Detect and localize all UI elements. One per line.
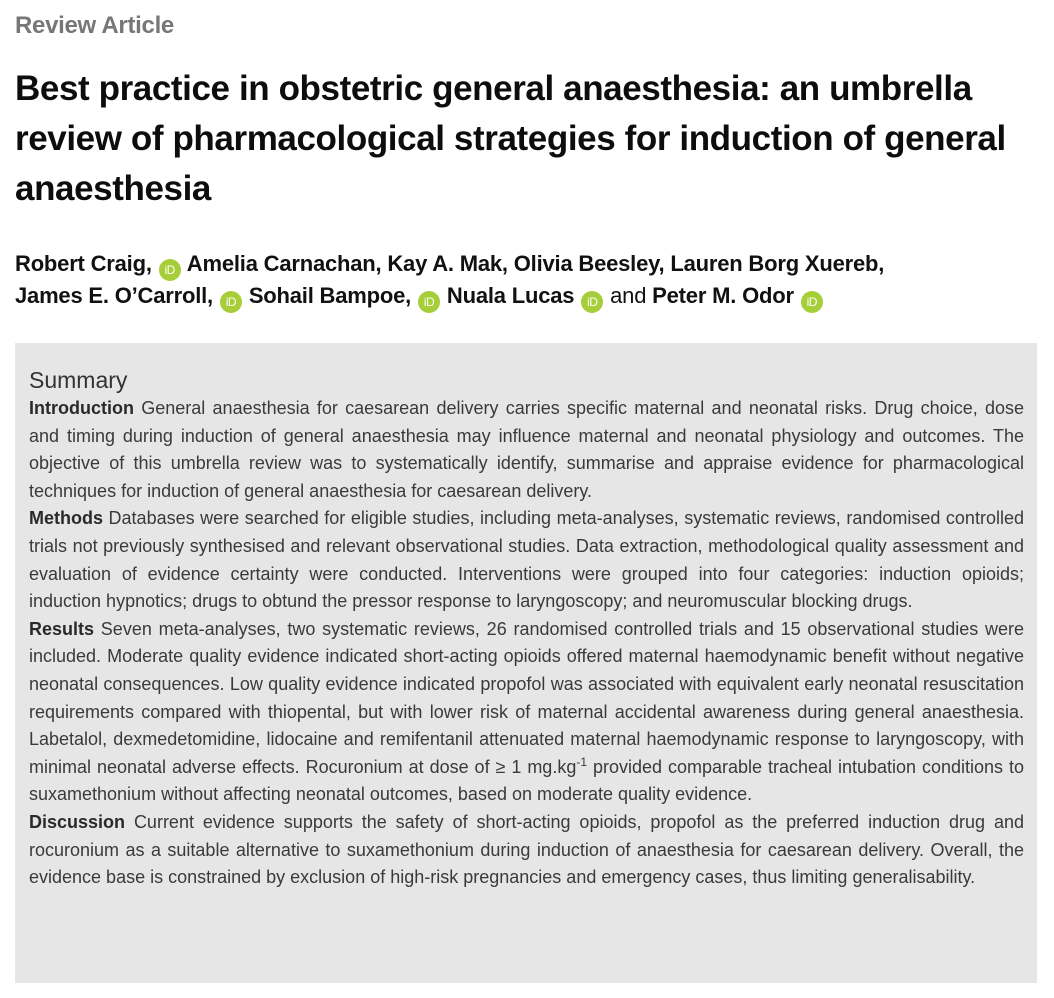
section-text: General anaesthesia for caesarean delivery carries specific maternal and neonatal risks. Drug choice, dose and timing during induction of general anaesthesia may influence maternal and neonatal physiology and outcomes. The objective of this umbrella review was to systematically identify, summarise and appraise evidence for pharmacological techniques for induction of general anaesthesia for caesarean delivery. (29, 398, 1024, 501)
author-conjunction: and (610, 283, 647, 308)
section-label: Results (29, 618, 95, 639)
summary-results (29, 616, 1024, 809)
section-label: Methods (29, 508, 103, 529)
summary-introduction (29, 395, 1024, 505)
section-label: Introduction (29, 398, 134, 418)
author-name[interactable]: Nuala Lucas (446, 283, 575, 308)
summary-box (15, 343, 1037, 983)
orcid-icon[interactable]: iD (159, 259, 181, 281)
article-title: Best practice in obstetric general anaesthesia: an umbrella review of pharmacological strategies for induction of general anaesthesia (15, 69, 1006, 208)
orcid-icon[interactable]: iD (220, 291, 242, 313)
section-label: Discussion (29, 811, 126, 832)
author-name[interactable]: Peter M. Odor (652, 283, 794, 308)
summary-methods (29, 505, 1024, 615)
orcid-icon[interactable]: iD (581, 291, 603, 313)
article-type-label: Review Article (15, 12, 174, 39)
author-name[interactable]: Amelia Carnachan, Kay A. Mak, Olivia Beesley, Lauren Borg Xuereb, (186, 251, 885, 276)
orcid-icon[interactable]: iD (418, 291, 440, 313)
author-name[interactable]: Sohail Bampoe, (248, 283, 412, 308)
orcid-icon[interactable]: iD (801, 291, 823, 313)
summary-discussion (29, 809, 1024, 892)
author-name[interactable]: Robert Craig, (15, 251, 152, 276)
summary-heading: Summary (29, 367, 128, 393)
author-list (15, 249, 1045, 313)
section-text: Databases were searched for eligible studies, including meta-analyses, systematic reviews, randomised controlled trials not previously synthesised and relevant observational studies. Data extraction, methodological quality assessment and evaluation of evidence certainty were conducted. Interventions were grouped into four categories: induction opioids; induction hypnotics; drugs to obtund the pressor response to laryngoscopy; and neuromuscular blocking drugs. (29, 508, 1024, 612)
section-text: Current evidence supports the safety of short-acting opioids, propofol as the preferred induction drug and rocuronium as a suitable alternative to suxamethonium during induction of anaesthesia for caesarean delivery. Overall, the evidence base is constrained by exclusion of high-risk pregnancies and emergency cases, thus limiting generalisability. (29, 811, 1024, 888)
section-text: Seven meta-analyses, two systematic reviews, 26 randomised controlled trials and 15 observational studies were included. Moderate quality evidence indicated short-acting opioids offered maternal haemodynamic benefit without negative neonatal consequences. Low quality evidence indicated propofol was associated with equivalent early neonatal resuscitation requirements compared with thiopental, but with lower risk of maternal accidental awareness during general anaesthesia. Labetalol, dexmedetomidine, lidocaine and remifentanil attenuated maternal haemodynamic response to laryngoscopy, with minimal neonatal adverse effects. Rocuronium at dose of ≥ 1 mg.kg (29, 618, 1024, 777)
superscript-exponent: -1 (576, 754, 588, 769)
section-text: provided comparable tracheal intubation conditions to suxamethonium without affecting neonatal outcomes, based on moderate quality evidence. (29, 756, 1024, 805)
author-name[interactable]: James E. O’Carroll, (15, 283, 213, 308)
